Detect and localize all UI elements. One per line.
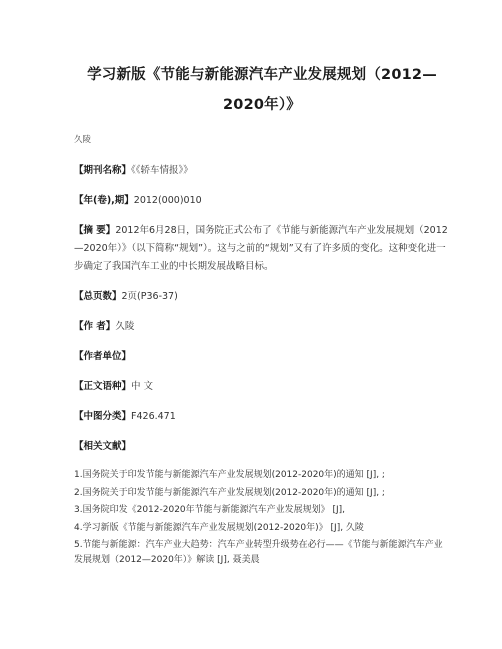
year-issue-value: 2012(000)010 xyxy=(133,195,202,206)
reference-item: 1.国务院关于印发节能与新能源汽车产业发展规划(2012-2020年)的通知 [J], ; xyxy=(74,470,385,480)
clc-value: F426.471 xyxy=(131,411,176,422)
language-field xyxy=(74,378,450,396)
author-name: 久陵 xyxy=(74,135,92,145)
pages-field xyxy=(74,288,450,306)
abstract-label: 【摘 要】 xyxy=(74,225,116,236)
journal-value: 《《轿车情报》》 xyxy=(131,165,193,176)
year-issue-field xyxy=(74,192,450,210)
author-field-label: 【作 者】 xyxy=(74,321,116,332)
reference-list xyxy=(74,468,450,567)
affiliation-field xyxy=(74,348,450,366)
reference-item: 4.学习新版《节能与新能源汽车产业发展规划(2012-2020年)》 [J], 久陵 xyxy=(74,522,364,533)
language-label: 【正文语种】 xyxy=(74,381,132,392)
pages-label: 【总页数】 xyxy=(74,291,122,302)
year-issue-label: 【年(卷),期】 xyxy=(74,195,134,206)
pages-value: 2页(P36-37) xyxy=(121,291,178,302)
author-field-value: 久陵 xyxy=(115,321,135,332)
clc-field xyxy=(74,408,450,426)
affiliation-label: 【作者单位】 xyxy=(74,351,132,362)
journal-label: 【期刊名称】 xyxy=(74,165,132,176)
clc-label: 【中图分类】 xyxy=(74,411,132,422)
related-literature-heading: 【相关文献】 xyxy=(74,441,132,452)
document-title: 学习新版《节能与新能源汽车产业发展规划（2012—2020年）》 xyxy=(87,67,437,113)
author-field xyxy=(74,318,450,336)
reference-item: 3.国务院印发《2012-2020年节能与新能源汽车产业发展规划》 [J], xyxy=(74,505,346,515)
language-value: 中 文 xyxy=(131,381,154,392)
journal-field xyxy=(74,162,450,180)
reference-item: 5.节能与新能源：汽车产业大趋势：汽车产业转型升级势在必行——《节能与新能源汽车产业发展规划（2012—2020年）》解读 [J], 聂美晨 xyxy=(74,540,443,565)
reference-item: 2.国务院关于印发节能与新能源汽车产业发展规划(2012-2020年)的通知 [J], ; xyxy=(74,487,385,498)
abstract-field xyxy=(74,222,450,276)
abstract-value: 2012年6月28日，国务院正式公布了《节能与新能源汽车产业发展规划（2012—2020年）》（以下简称“规划”）。这与之前的“规划”又有了许多质的变化。这种变化进一步确定了我国汽车工业的中长期发展战略目标。 xyxy=(74,225,448,272)
